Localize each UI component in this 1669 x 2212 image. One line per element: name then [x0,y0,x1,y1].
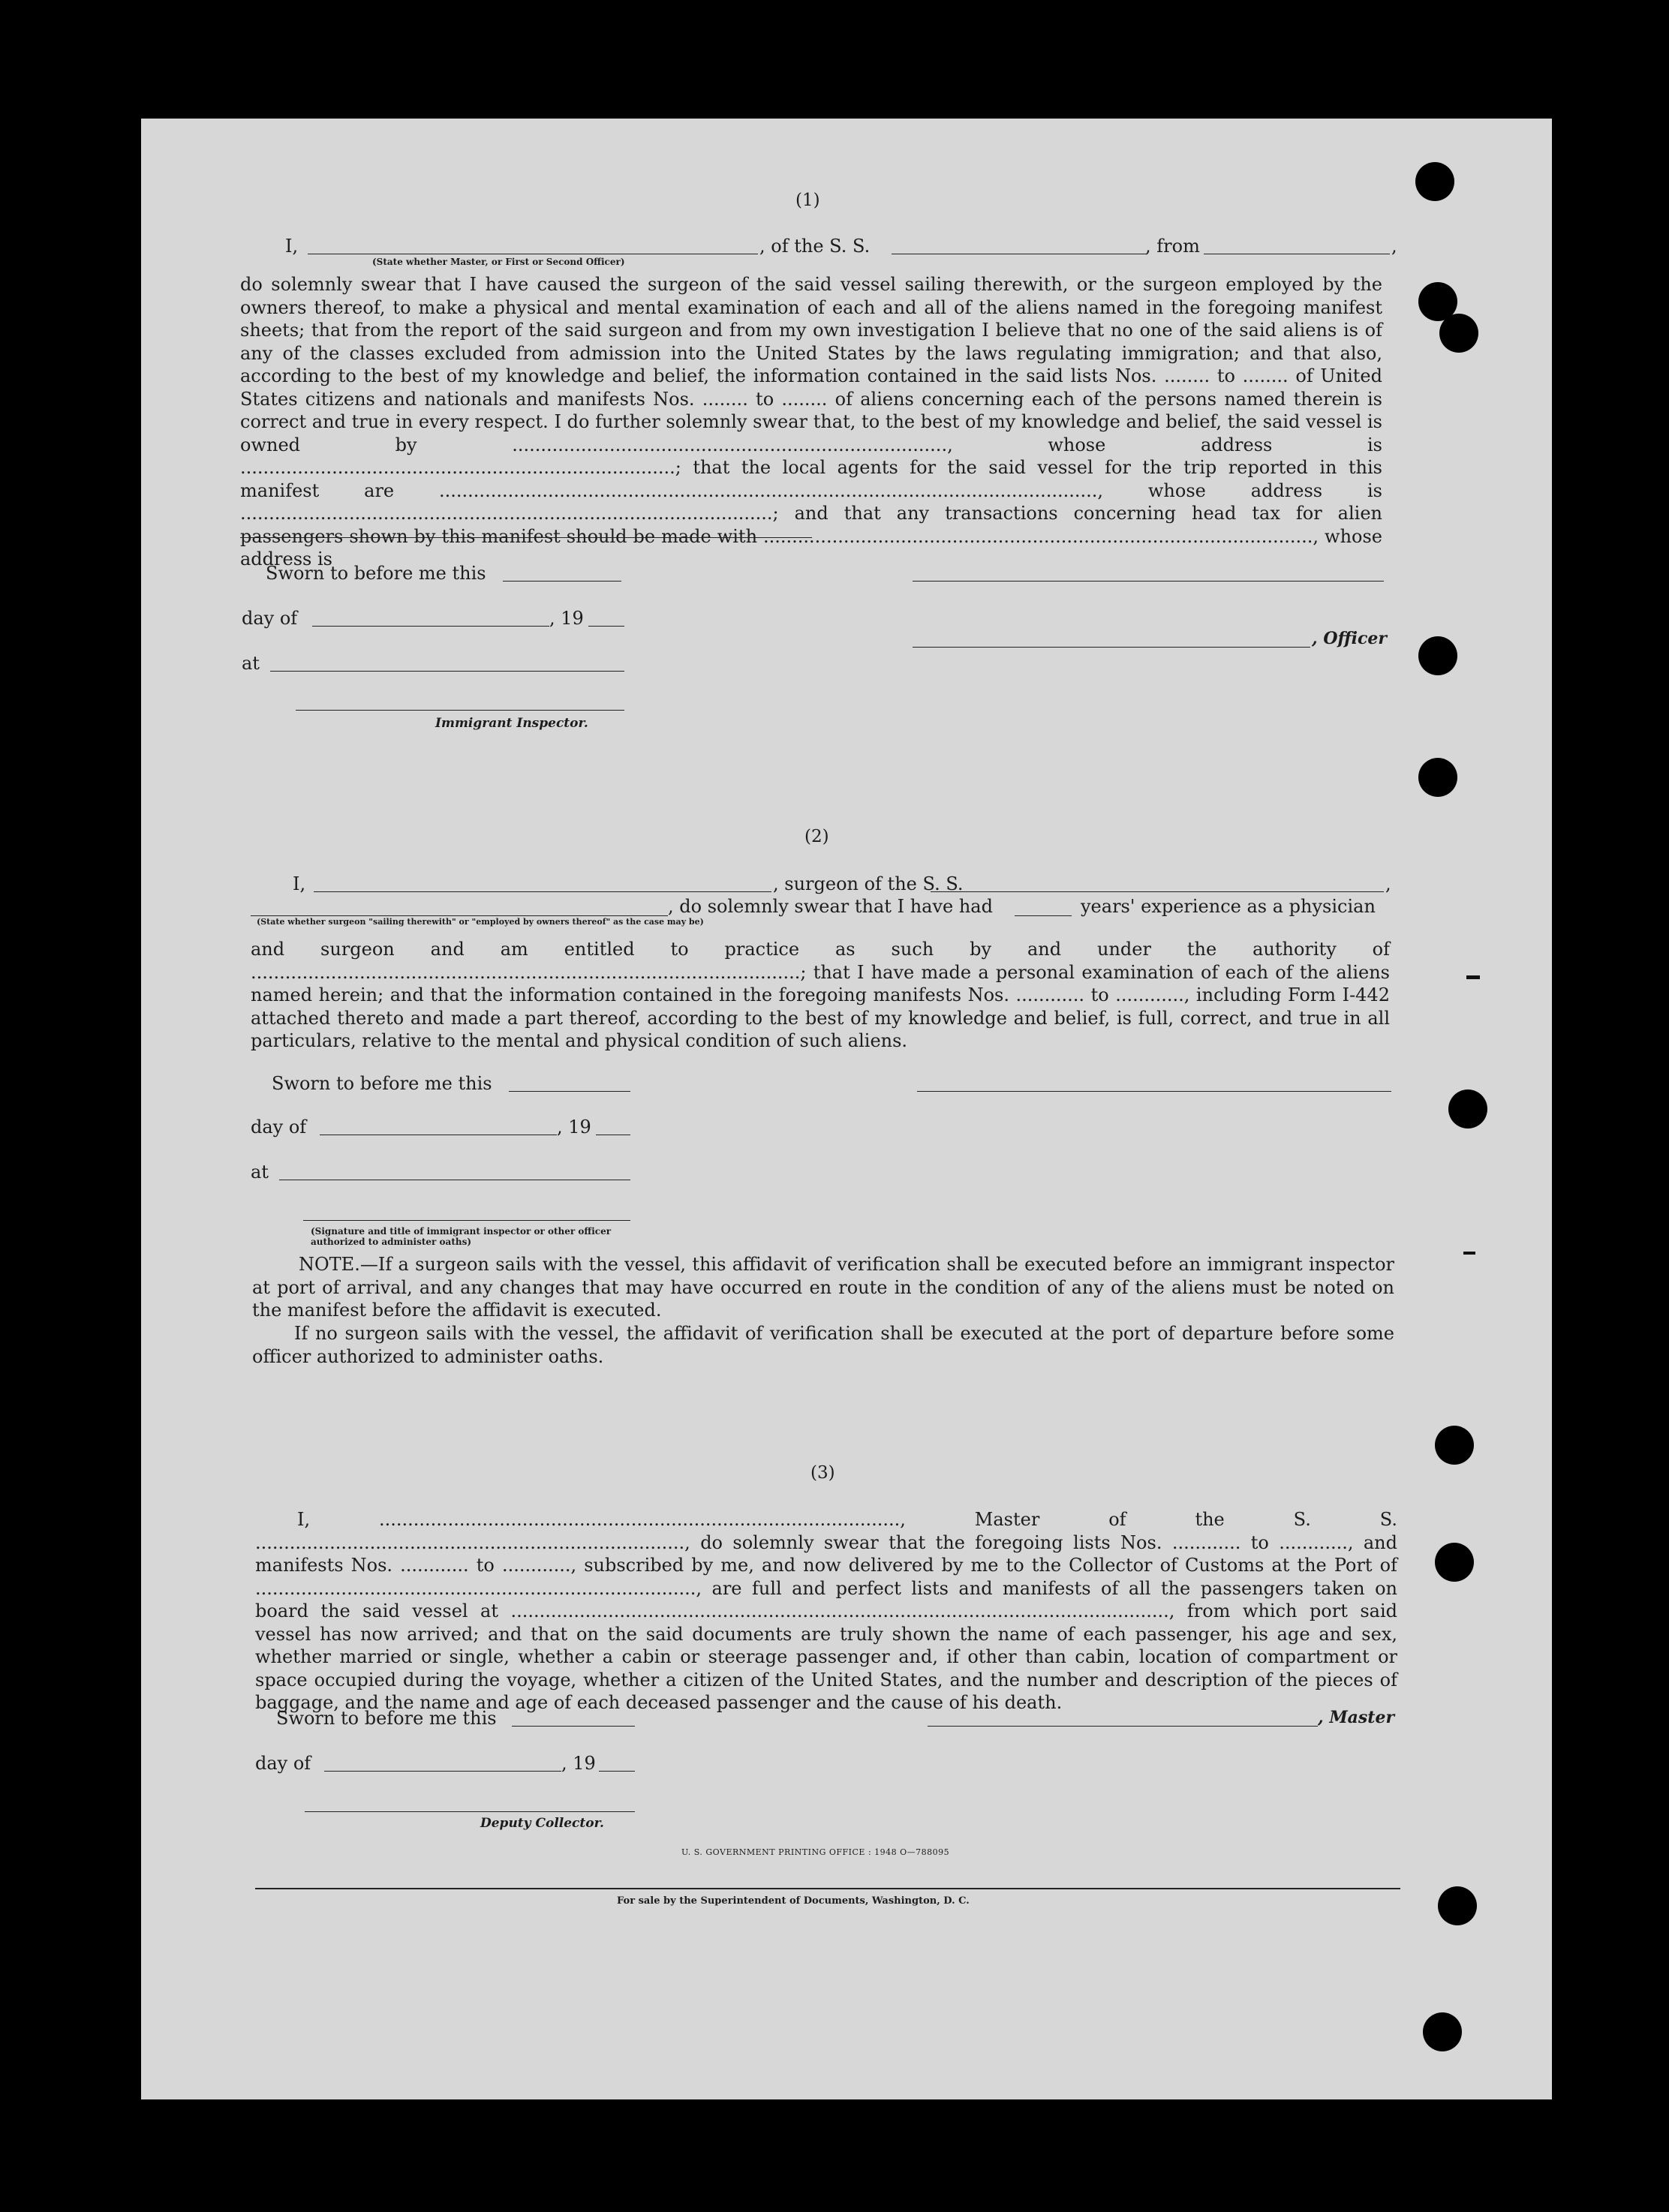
section-1-sworn-label: Sworn to before me this [266,563,486,584]
punch-hole [1435,1543,1474,1582]
officer-rank-note: (State whether Master, or First or Second Officer) [372,257,625,267]
section-3-number: (3) [810,1463,835,1483]
section-3-year-label: , 19 [561,1753,596,1774]
punch-hole [1438,1886,1477,1925]
section-3-oath-text: I, ..........................................................................................., Master of the S. S. ..........................................................................., do solemnly swear that the foregoing lists Nos. ............ to ............, and manifests Nos. ............ to ............, subscribed by me, and now delivered by me to the Collector of Customs at the Port of ............................................................................., are full and perfect lists and manifests of all the passengers taken on board the said vessel at ..................................................................................................................., from which port said vessel has now arrived; and that on the said documents are truly shown the name of each passenger, his age and sex, whether married or single, whether a cabin or steerage passenger and, if other than cabin, location of compartment or space occupied during the voyage, whether a citizen of the United States, and the number and description of the pieces of baggage, and the name and age of each deceased passenger and the cause of his death. [255,1509,1397,1713]
margin-tick [1463,1252,1475,1255]
section-2-swear-label: , do solemnly swear that I have had [668,896,993,917]
years-experience-line [1015,915,1072,916]
punch-hole [1415,162,1454,201]
section-2-number: (2) [804,827,829,846]
section-1-vessel-label: , of the S. S. [759,236,871,257]
note-label: NOTE. [299,1254,360,1275]
section-1-year-line [588,626,624,627]
section-1-at-line [270,671,624,672]
section-3-collector-signature-line [305,1811,635,1812]
surgeon-type-line [251,915,668,916]
section-3-day-label: day of [255,1753,311,1774]
section-1-from-label: , from [1145,236,1200,257]
section-1-day-label: day of [242,608,298,629]
section-3-year-line [599,1771,635,1772]
section-2-year-label: , 19 [557,1117,591,1138]
printing-office-line: U. S. GOVERNMENT PRINTING OFFICE : 1948 O—788095 [681,1847,950,1857]
section-3-sworn-line [512,1726,635,1727]
section-2-line1-end: , [1385,873,1391,894]
section-1-line1-end: , [1391,236,1397,257]
section-2-inspector-signature-line [303,1220,630,1221]
section-2-sworn-line [509,1091,630,1092]
section-3-sworn-label: Sworn to before me this [276,1708,497,1729]
section-1-officer-line [913,647,1310,648]
section-1-day-line [312,626,549,627]
section-2-day-label: day of [251,1117,307,1138]
footer-rule [255,1888,1400,1889]
section-1-sworn-line [503,581,621,582]
section-2-oath-text: and surgeon and am entitled to practice as such by and under the authority of ................................................................................................; that I have made a personal examination of each of the aliens named herein; and that the information contained in the foregoing manifests Nos. ............ to ............, including Form I-442 attached thereto and made a part thereof, according to the best of my knowledge and belief, is full, correct, and true in all particulars, relative to the mental and physical condition of such aliens. [251,939,1390,1051]
section-1-number: (1) [795,191,820,210]
section-2-at-label: at [251,1162,269,1183]
section-1-inspector-signature-line [296,710,624,711]
section-2-vessel-label: , surgeon of the S. S. [773,873,964,894]
punch-hole [1423,2012,1462,2051]
section-1-officer-label: , Officer [1312,629,1388,648]
section-1-at-label: at [242,653,260,674]
section-2-experience-label: years' experience as a physician [1081,896,1376,917]
section-2-signature-note: (Signature and title of immigrant inspector or other officer authorized to administer oaths) [311,1226,612,1247]
section-2-note [252,1253,1394,1322]
section-1-year-label: , 19 [549,608,584,629]
section-1-oath-text: do solemnly swear that I have caused the surgeon of the said vessel sailing therewith, or the surgeon employed by the owners thereof, to make a physical and mental examination of each and all of the aliens named in the foregoing manifest sheets; that from the report of the said surgeon and from my own investigation I believe that no one of the said aliens is of any of the classes excluded from admission into the United States by the laws regulating immigration; and that also, according to the best of my knowledge and belief, the information contained in the said lists Nos. ........ to ........ of United States citizens and nationals and manifests Nos. ........ to ........ of aliens concerning each of the persons named therein is correct and true in every respect. I do further solemnly swear that, to the best of my knowledge and belief, the said vessel is owned by ............................................................................, whose address is ............................................................................; that the local agents for the said vessel for the trip reported in this manifest are ..................................................................................................................., whose address is .............................................................................................; and that any transactions concerning head tax for alien passengers shown by this manifest should be made with ................................................................................................, whose address is [240,274,1382,570]
section-2-note-2: If no surgeon sails with the vessel, the affidavit of verification shall be executed at the port of departure before some officer authorized to administer oaths. [252,1323,1394,1367]
sale-notice: For sale by the Superintendent of Documents, Washington, D. C. [617,1895,970,1907]
punch-hole [1435,1426,1474,1465]
address-continuation-line [240,537,812,538]
punch-hole [1439,314,1478,353]
section-3-master-signature-line [928,1726,1318,1727]
punch-hole [1418,758,1457,797]
section-1-inspector-label: Immigrant Inspector. [435,716,588,731]
section-2-vessel-line [931,891,1384,892]
section-3-master-label: , Master [1318,1708,1395,1727]
section-2-line1-prefix: I, [293,873,306,894]
section-2-sworn-label: Sworn to before me this [272,1073,492,1094]
surgeon-name-line [314,891,771,892]
section-3-deputy-label: Deputy Collector. [480,1816,604,1831]
note-text: —If a surgeon sails with the vessel, this affidavit of verification shall be executed before an immigrant inspector at port of arrival, and any changes that may have occurred en route in the condition of any of the aliens must be noted on the manifest before the affidavit is executed. [252,1254,1394,1321]
punch-hole [1418,636,1457,675]
surgeon-type-note: (State whether surgeon "sailing therewith" or "employed by owners thereof" as the case may be) [257,917,704,927]
section-1-line1-prefix: I, [285,236,299,257]
section-1-officer-signature-line [913,581,1384,582]
section-3-day-line [324,1771,561,1772]
section-2-signature-line [917,1091,1391,1092]
punch-hole [1448,1089,1487,1129]
margin-tick [1466,975,1480,979]
